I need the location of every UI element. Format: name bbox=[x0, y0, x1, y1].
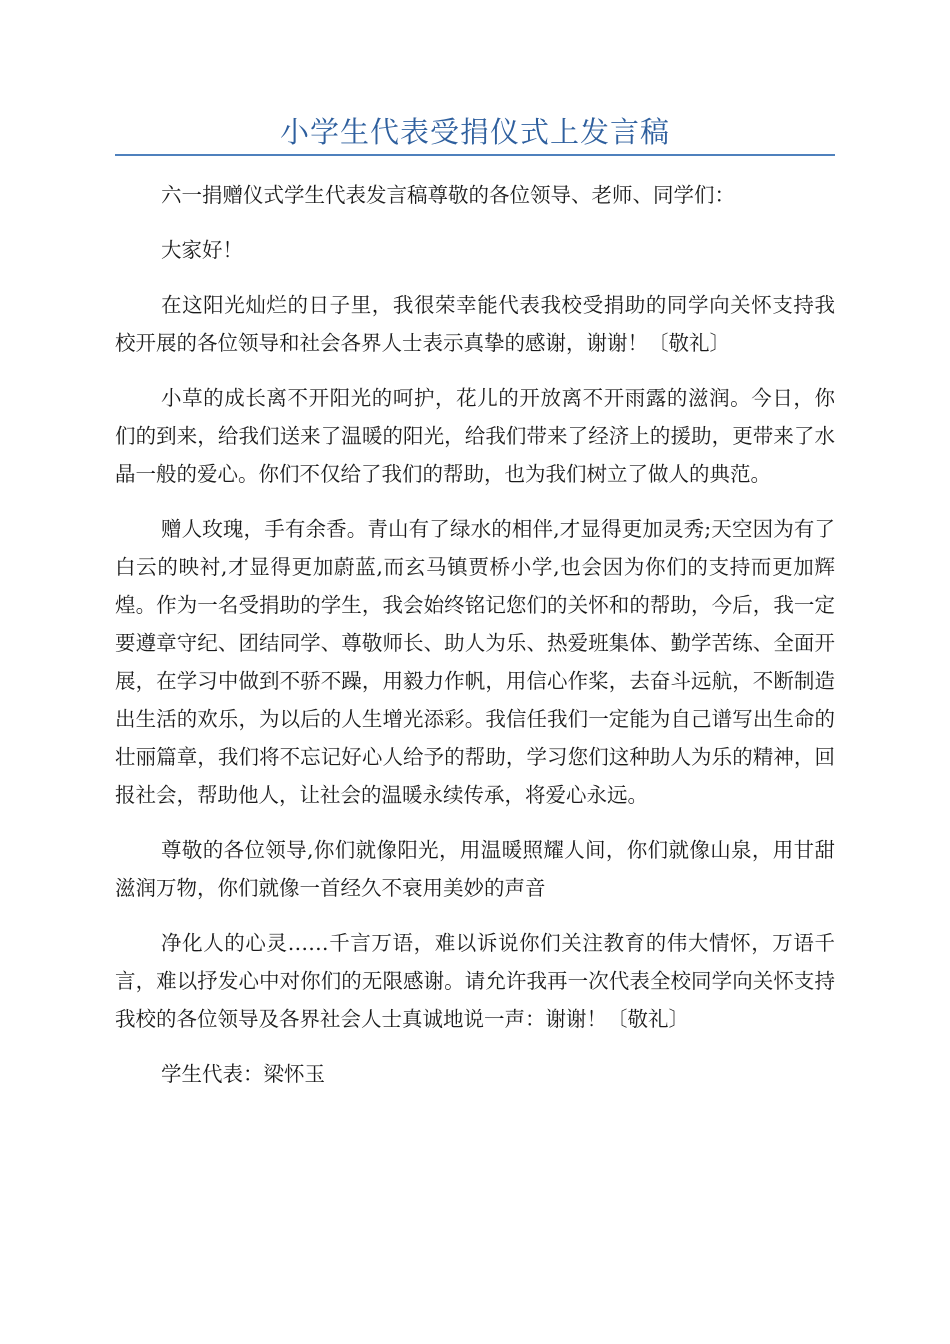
pledge-paragraph: 赠人玫瑰，手有余香。青山有了绿水的相伴,才显得更加灵秀;天空因为有了白云的映衬,才显得更加蔚蓝,而玄马镇贾桥小学,也会因为你们的支持而更加辉煌。作为一名受捐助的学生，我会始终铭记您们的关怀和的帮助，今后，我一定要遵章守纪、团结同学、尊敬师长、助人为乐、热爱班集体、勤学苦练、全面开展，在学习中做到不骄不躁，用毅力作帆，用信心作桨，去奋斗远航，不断制造出生活的欢乐，为以后的人生增光添彩。我信任我们一定能为自己谱写出生命的壮丽篇章，我们将不忘记好心人给予的帮助，学习您们这种助人为乐的精神，回报社会，帮助他人，让社会的温暖永续传承，将爱心永远。 bbox=[115, 517, 835, 807]
thanks-paragraph: 在这阳光灿烂的日子里，我很荣幸能代表我校受捐助的同学向关怀支持我校开展的各位领导和社会各界人士表示真挚的感谢，谢谢！〔敬礼〕 bbox=[115, 293, 835, 355]
salutation-paragraph: 六一捐赠仪式学生代表发言稿尊敬的各位领导、老师、同学们： bbox=[161, 183, 735, 207]
greeting-paragraph: 大家好！ bbox=[161, 238, 243, 262]
closing-paragraph: 净化人的心灵……千言万语，难以诉说你们关注教育的伟大情怀，万语千言，难以抒发心中对你们的无限感谢。请允许我再一次代表全校同学向关怀支持我校的各位领导及各界社会人士真诚地说一声：谢谢！〔敬礼〕 bbox=[115, 931, 835, 1031]
document-title: 小学生代表受捐仪式上发言稿 bbox=[279, 115, 670, 149]
praise-paragraph: 尊敬的各位领导,你们就像阳光，用温暖照耀人间，你们就像山泉，用甘甜滋润万物，你们就像一首经久不衰用美妙的声音 bbox=[115, 838, 835, 900]
signature-paragraph: 学生代表：梁怀玉 bbox=[161, 1062, 325, 1086]
gratitude-paragraph: 小草的成长离不开阳光的呵护，花儿的开放离不开雨露的滋润。今日，你们的到来，给我们送来了温暖的阳光，给我们带来了经济上的援助，更带来了水晶一般的爱心。你们不仅给了我们的帮助，也为我们树立了做人的典范。 bbox=[115, 386, 835, 486]
title-underline bbox=[115, 154, 835, 156]
document-body bbox=[115, 176, 835, 1110]
